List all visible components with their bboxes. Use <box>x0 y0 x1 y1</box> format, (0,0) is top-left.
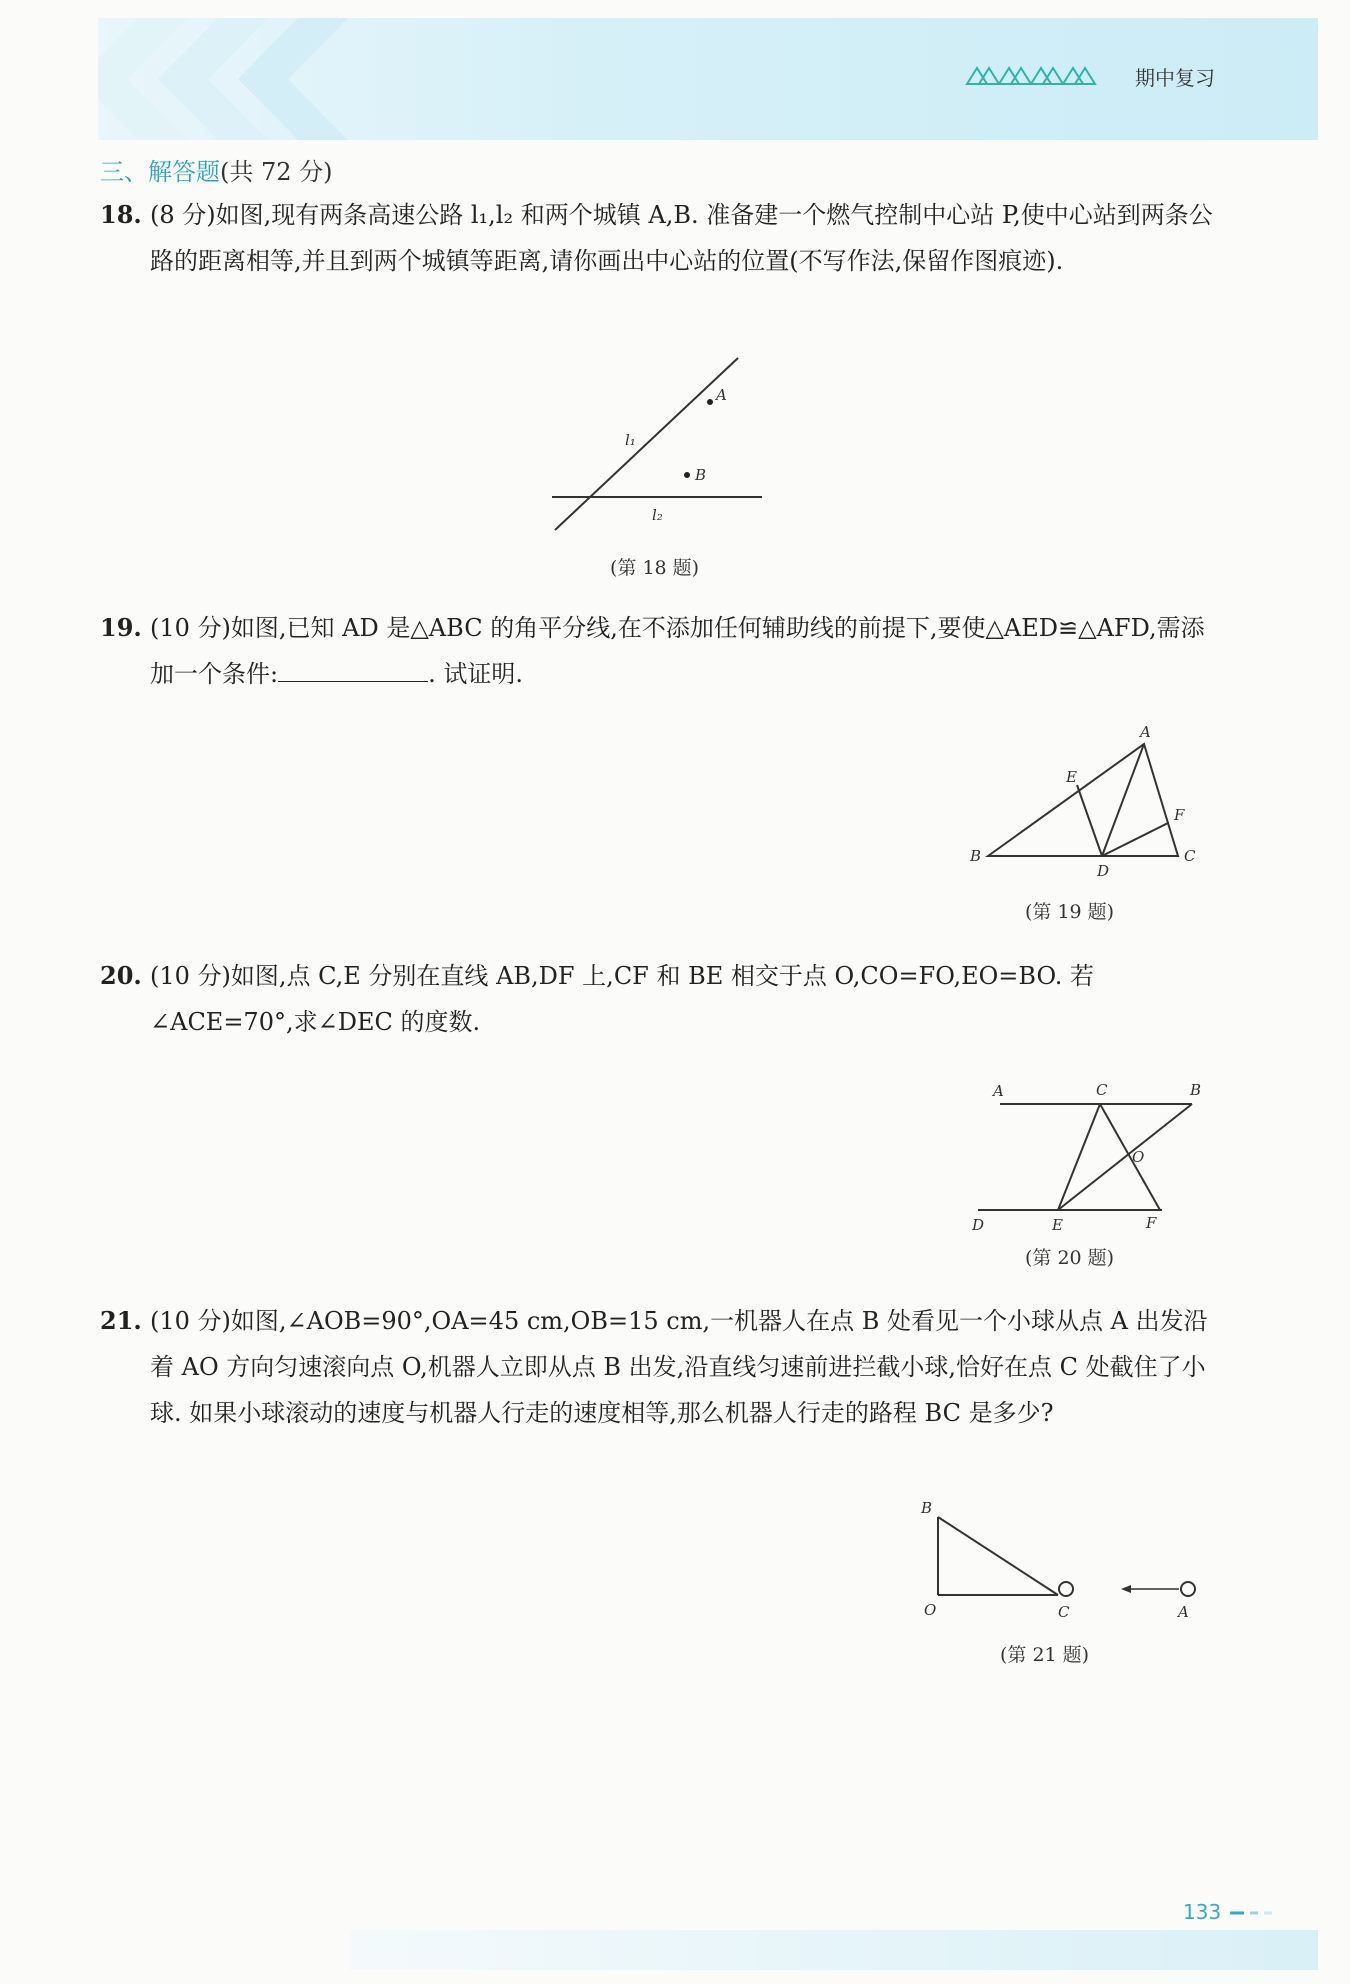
page-arrow-icon <box>1228 1907 1278 1919</box>
label-e: E <box>1066 768 1077 786</box>
question-text <box>150 605 1220 697</box>
segment-cf <box>1100 1104 1160 1210</box>
label-b: B <box>970 847 982 865</box>
question-text: (8 分)如图,现有两条高速公路 l₁,l₂ 和两个城镇 A,B. 准备建一个燃气控制中心站 P,使中心站到两条公路的距离相等,并且到两个城镇等距离,请你画出中心站的位置(不写作法,保留作图痕迹). <box>150 201 1213 275</box>
label-b: B <box>695 466 707 484</box>
figure-20 <box>960 1070 1220 1230</box>
label-c: C <box>1096 1081 1108 1099</box>
figure-18 <box>540 350 780 535</box>
header-triangles-icon <box>965 64 1115 86</box>
figure-21 <box>915 1495 1215 1625</box>
question-text: (10 分)如图,点 C,E 分别在直线 AB,DF 上,CF 和 BE 相交于点 O,CO=FO,EO=BO. 若∠ACE=70°,求∠DEC 的度数. <box>150 962 1095 1036</box>
label-b: B <box>921 1499 933 1517</box>
figure-21-caption: (第 21 题) <box>1000 1644 1090 1666</box>
label-c: C <box>1184 847 1196 865</box>
section-points: (共 72 分) <box>220 158 333 186</box>
label-c: C <box>1058 1603 1070 1621</box>
label-a: A <box>716 386 727 404</box>
label-o: O <box>924 1601 937 1619</box>
question-21 <box>100 1298 1220 1436</box>
answer-blank[interactable] <box>278 655 428 682</box>
label-a: A <box>993 1082 1004 1100</box>
question-19 <box>100 605 1220 697</box>
figure-20-caption: (第 20 题) <box>1025 1247 1115 1269</box>
question-number: 18. <box>100 200 142 229</box>
label-f: F <box>1146 1214 1157 1230</box>
label-d: D <box>1097 862 1110 880</box>
figure-18-caption: (第 18 题) <box>610 557 700 579</box>
ball-at-c <box>1059 1582 1073 1596</box>
chapter-title: 期中复习 <box>1135 66 1215 90</box>
label-d: D <box>972 1216 985 1230</box>
label-o: O <box>1132 1148 1145 1166</box>
label-a: A <box>1178 1603 1189 1621</box>
question-18 <box>100 192 1220 284</box>
label-e: E <box>1052 1216 1063 1230</box>
footer-band <box>350 1930 1318 1970</box>
figure-19 <box>960 720 1220 880</box>
question-number: 21. <box>100 1306 142 1335</box>
question-text-before: (10 分)如图,已知 AD 是△ABC 的角平分线,在不添加任何辅助线的前提下,要使△AED≌△AFD,需添加一个条件: <box>150 614 1205 688</box>
question-20 <box>100 953 1220 1045</box>
label-l2: l₂ <box>652 506 663 524</box>
figure-19-caption: (第 19 题) <box>1025 901 1115 923</box>
segment-bc <box>938 1517 1058 1595</box>
segment-ed <box>1077 785 1102 856</box>
question-number: 20. <box>100 961 142 990</box>
ball-at-a <box>1181 1582 1195 1596</box>
page-number <box>1183 1900 1278 1924</box>
question-number: 19. <box>100 613 142 642</box>
header-chevron-decoration <box>98 18 418 140</box>
label-f: F <box>1174 806 1185 824</box>
point-b <box>684 472 690 478</box>
question-text: (10 分)如图,∠AOB=90°,OA=45 cm,OB=15 cm,一机器人在点 B 处看见一个小球从点 A 出发沿着 AO 方向匀速滚向点 O,机器人立即从点 B 出发,沿直线匀速前进拦截小球,恰好在点 C 处截住了小球. 如果小球滚动的速度与机器人行走的速度相等,那么机器人行走的路程 BC 是多少? <box>150 1307 1208 1427</box>
section-title <box>100 152 333 187</box>
point-a <box>707 399 713 405</box>
label-l1: l₁ <box>625 431 636 449</box>
section-title-text: 三、解答题 <box>100 158 220 186</box>
label-b: B <box>1190 1081 1202 1099</box>
line-l1 <box>555 358 738 530</box>
question-text-after: . 试证明. <box>428 660 523 688</box>
label-a: A <box>1140 723 1151 741</box>
arrow-head-icon <box>1121 1585 1131 1593</box>
page-number-text: 133 <box>1183 1900 1222 1924</box>
